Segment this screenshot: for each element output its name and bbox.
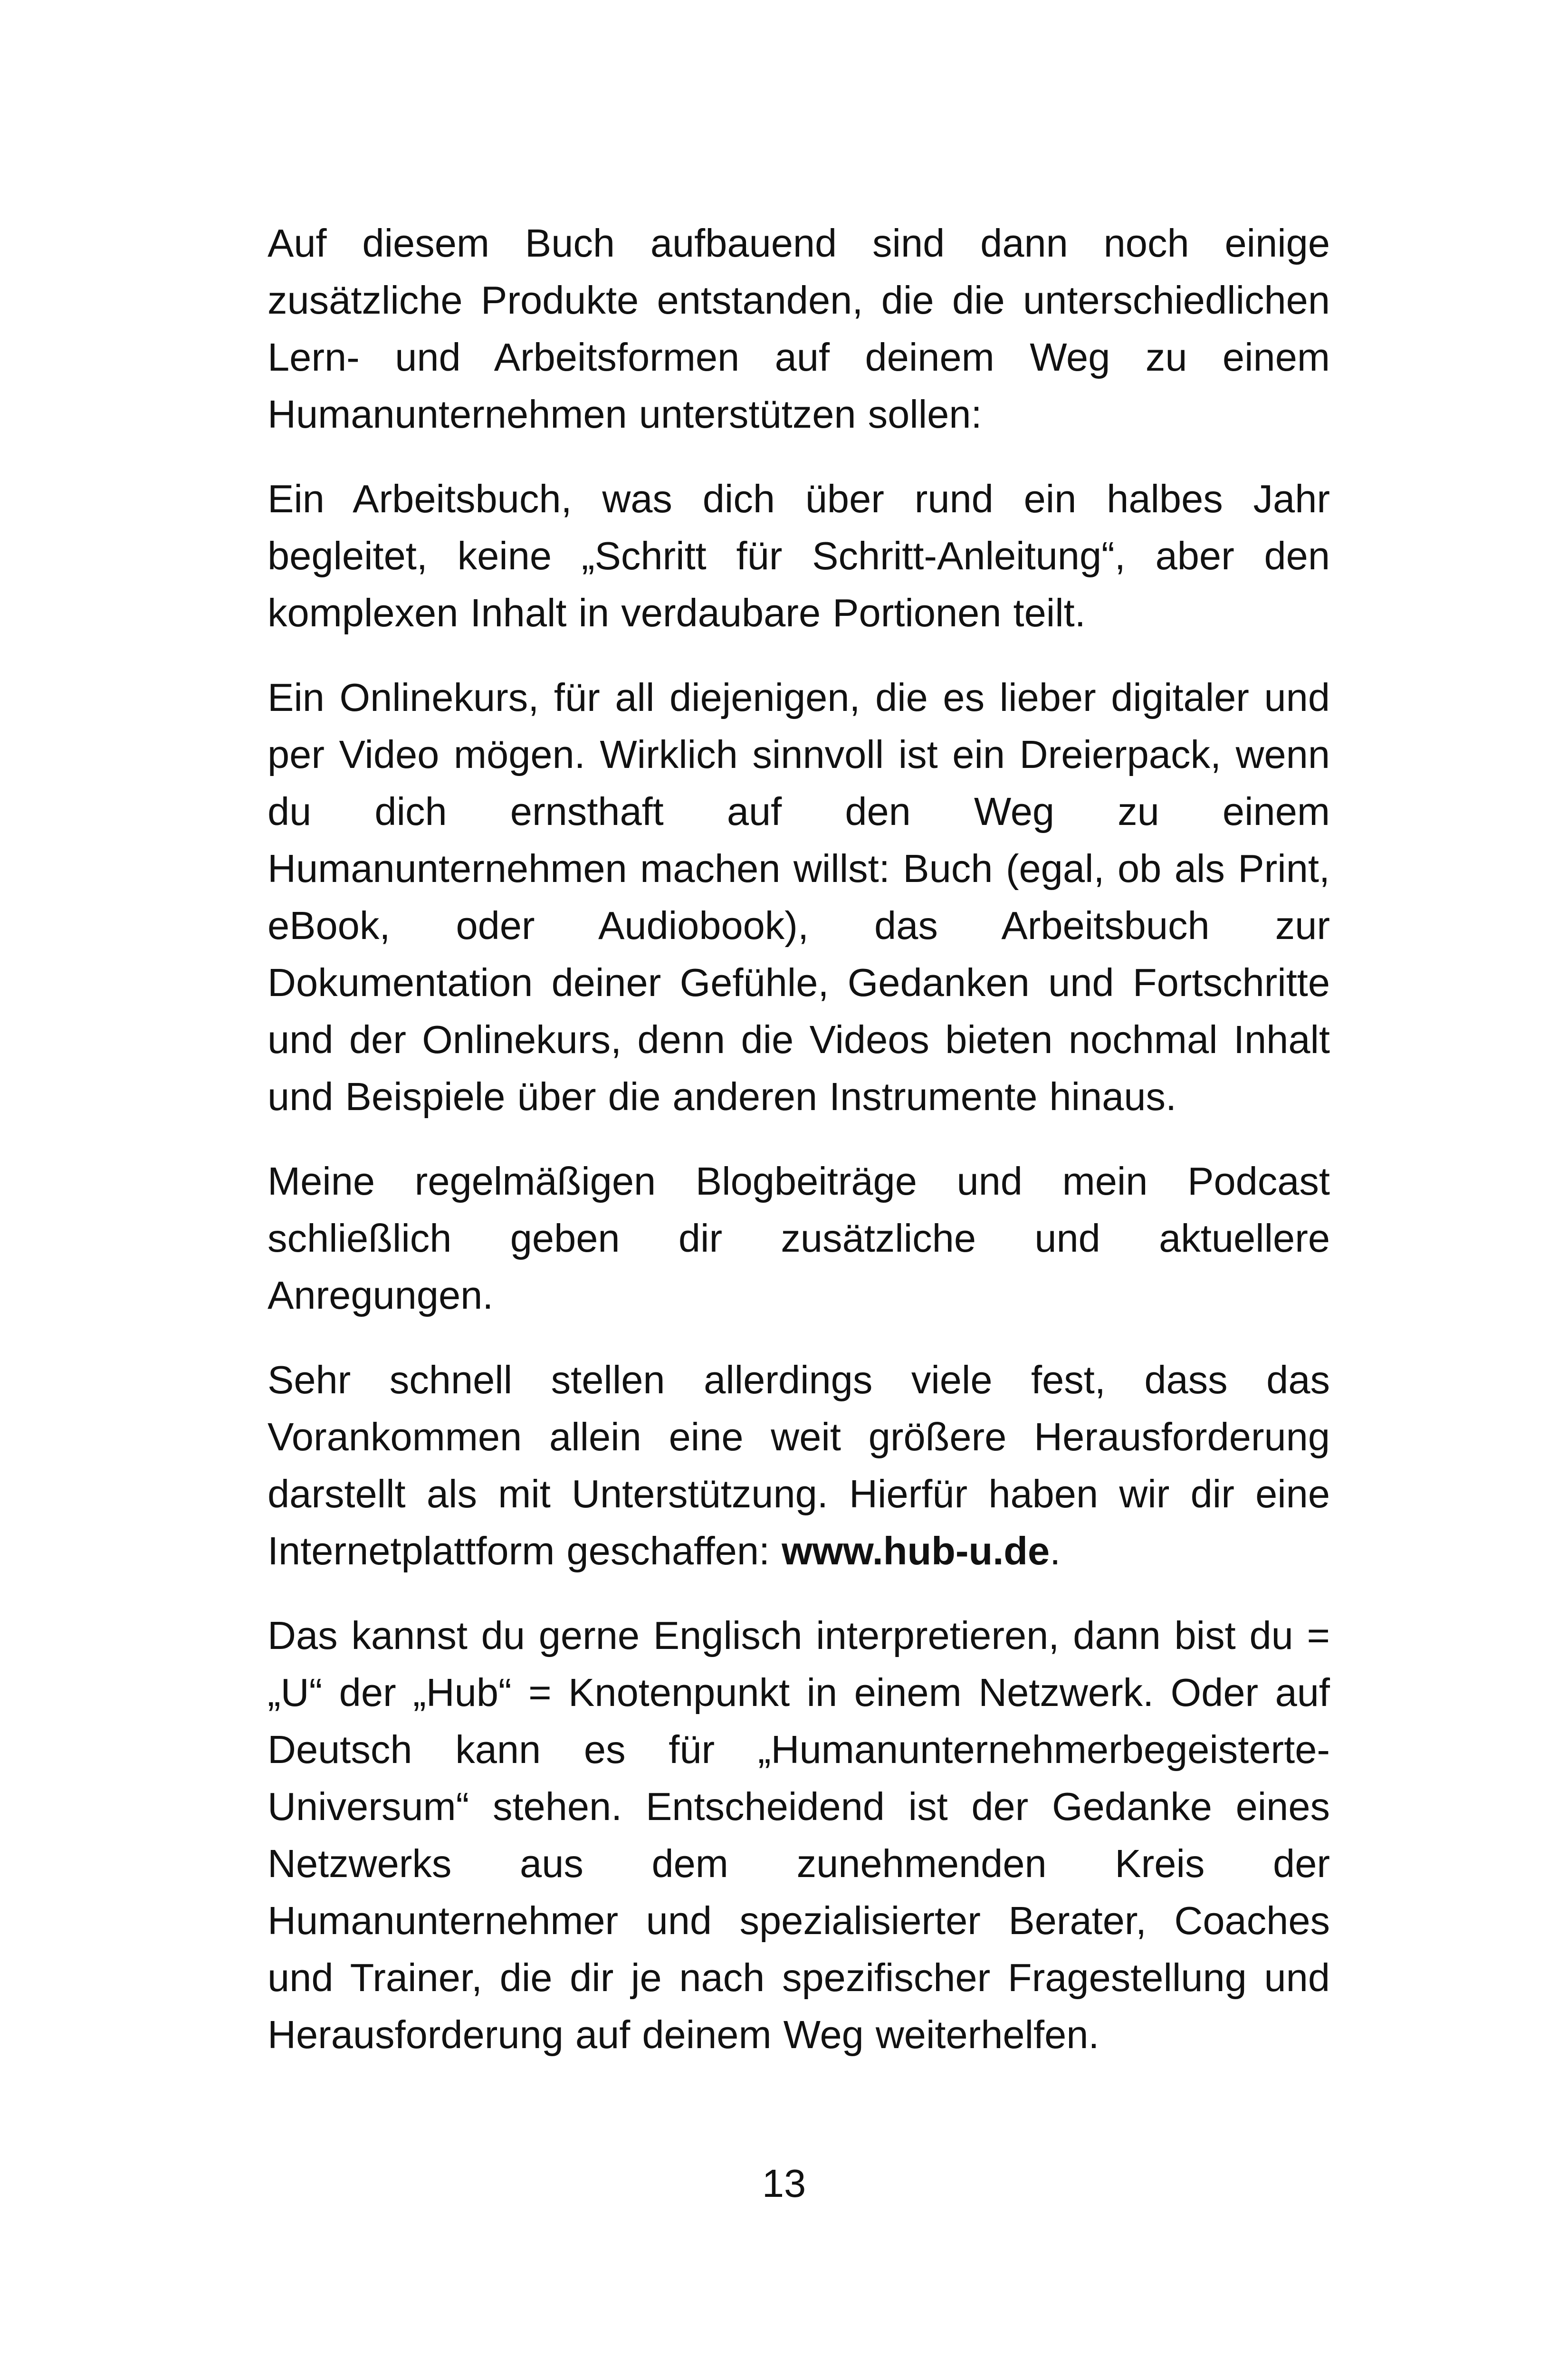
paragraph-online-course: Ein Onlinekurs, für all diejenigen, die es lieber digitaler und per Video mögen. Wirklich sinnvoll ist ein Dreierpack, wenn du dich ernsthaft auf den Weg zu einem Humanunternehmen machen willst: Buch (egal, ob als Print, eBook, oder Audiobook), das Arbeitsbuch zur Dokumentation deiner Gefühle, Gedanken und Fortschritte und der Onlinekurs, denn die Videos bieten nochmal Inhalt und Beispiele über die anderen Instrumente hinaus. [268,675,1330,1119]
paragraph-platform-end: . [1050,1529,1061,1573]
body-text [268,215,1330,2063]
platform-link[interactable]: www.hub-u.de [782,1529,1050,1573]
paragraph-products: Auf diesem Buch aufbauend sind dann noch einige zusätzliche Produkte entstanden, die die unterschiedlichen Lern- und Arbeitsformen auf deinem Weg zu einem Humanunternehmen unterstützen sollen: [268,221,1330,436]
paragraph-platform-text: Sehr schnell stellen allerdings viele fest, dass das Vorankommen allein eine weit größere Herausforderung darstellt als mit Unterstützung. Hierfür haben wir dir eine Internetplattform geschaffen: [268,1358,1330,1573]
page-number: 13 [762,2161,806,2205]
paragraph-workbook: Ein Arbeitsbuch, was dich über rund ein halbes Jahr begleitet, keine „Schritt für Schritt-Anleitung“, aber den komplexen Inhalt in verdaubare Portionen teilt. [268,477,1330,635]
paragraph-blog-podcast: Meine regelmäßigen Blogbeiträge und mein Podcast schließlich geben dir zusätzliche und aktuellere Anregungen. [268,1159,1330,1317]
paragraph-platform [268,1351,1330,1580]
paragraph-hub-meaning: Das kannst du gerne Englisch interpretieren, dann bist du = „U“ der „Hub“ = Knotenpunkt in einem Netzwerk. Oder auf Deutsch kann es für „Humanunternehmerbegeisterte-Universum“ stehen. Entscheidend ist der Gedanke eines Netzwerks aus dem zunehmenden Kreis der Humanunternehmer und spezialisierter Berater, Coaches und Trainer, die dir je nach spezifischer Fragestellung und Herausforderung auf deinem Weg weiterhelfen. [268,1613,1330,2057]
